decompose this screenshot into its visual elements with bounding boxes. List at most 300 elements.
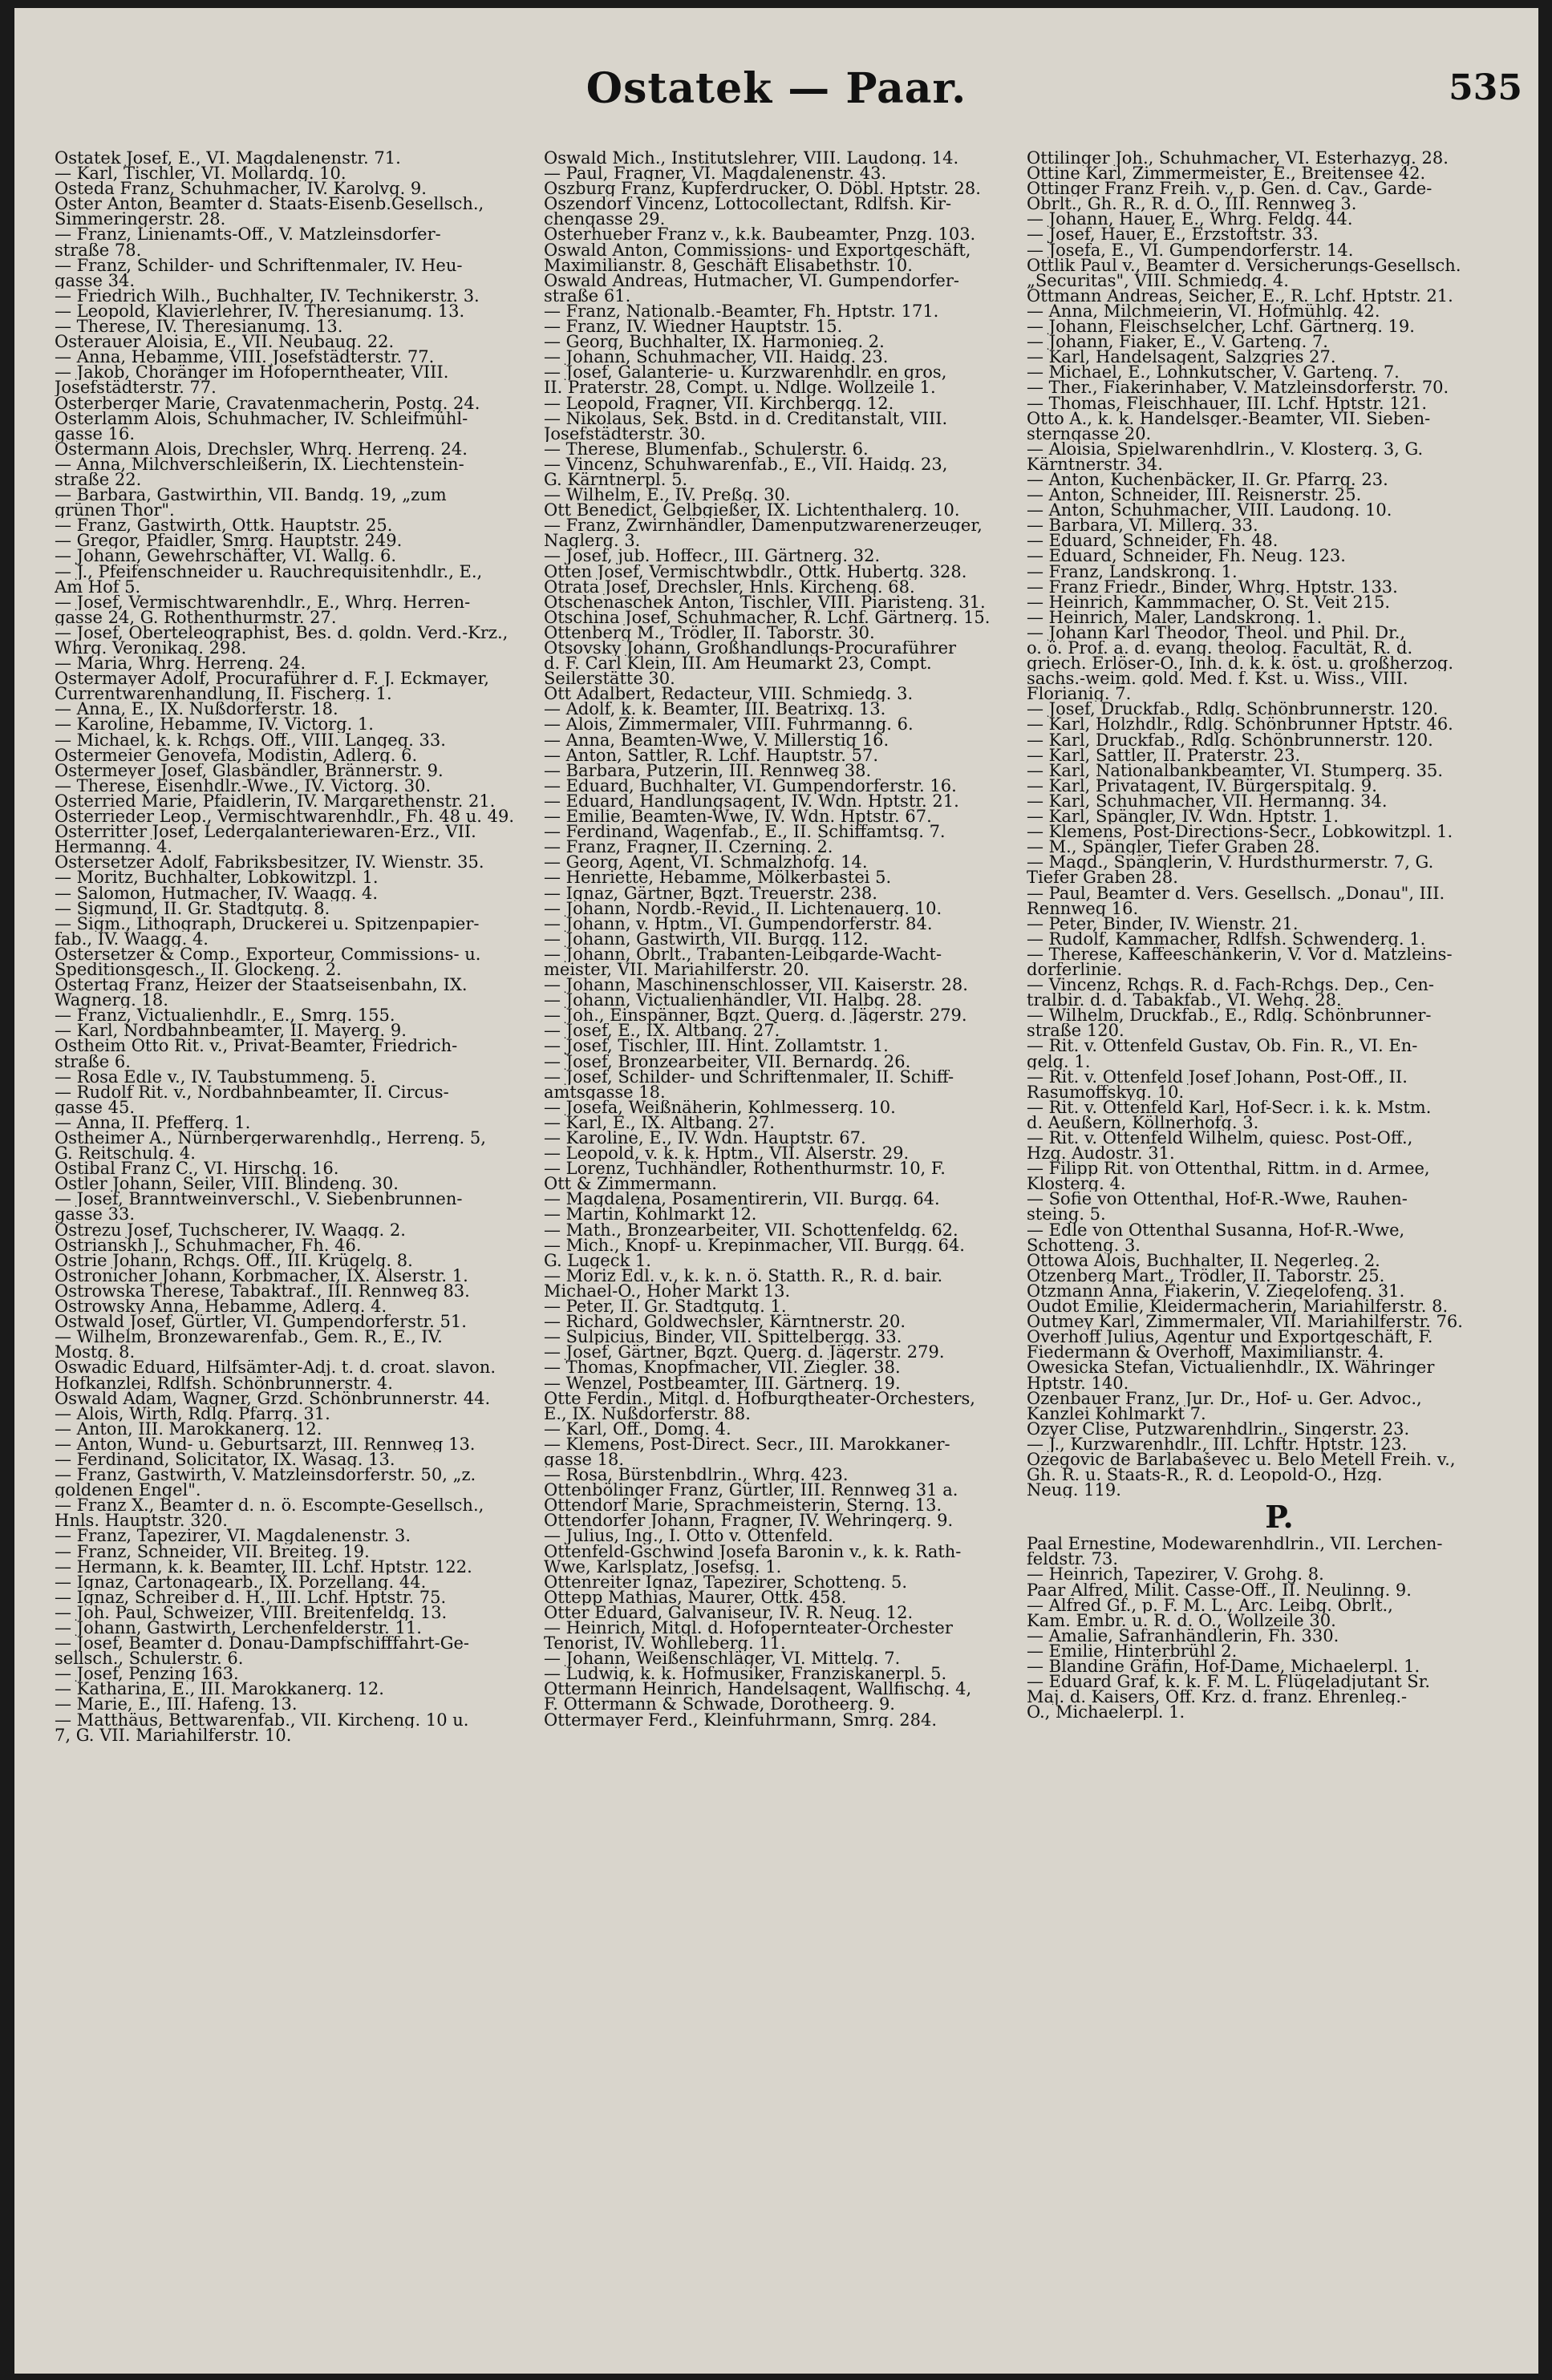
directory-entry-line: — Emilie, Hinterbrühl 2. xyxy=(1027,1643,1238,1659)
directory-entry-line: — Mich., Knopf- u. Krepinmacher, VII. Burgg. 64. xyxy=(544,1237,965,1253)
directory-entry-line: — Thomas, Knopfmacher, VII. Ziegler. 38. xyxy=(544,1360,901,1376)
directory-entry-line: — Karl, Holzhdlr., Rdlg. Schönbrunner Hptstr. 46. xyxy=(1027,717,1453,733)
directory-entry-line: Schotteng. 3. xyxy=(1027,1237,1141,1253)
directory-entry-line: — Anton, Schneider, III. Reisnerstr. 25. xyxy=(1027,488,1362,504)
directory-entry-line: — Therese, Kaffeeschänkerin, V. Vor d. Matzleins- xyxy=(1027,946,1453,962)
directory-entry-line: — Filipp Rit. von Ottenthal, Rittm. in d. Armee, xyxy=(1027,1161,1430,1177)
directory-entry-line: gasse 33. xyxy=(55,1207,136,1223)
directory-entry-line: Ostrowska Therese, Tabaktraf., III. Rennweg 83. xyxy=(55,1283,470,1300)
directory-entry-line: — Anna, II. Pfefferg. 1. xyxy=(55,1115,251,1131)
directory-entry-line: E., IX. Nußdorferstr. 88. xyxy=(544,1406,751,1422)
directory-entry-line: Gh. R. u. Staats-R., R. d. Leopold-O., Hzg. xyxy=(1027,1467,1383,1483)
directory-entry-line: — Nikolaus, Sek. Bstd. in d. Creditanstalt, VIII. xyxy=(544,411,948,427)
directory-entry-line: — Franz, Fragner, II. Czerning. 2. xyxy=(544,840,833,856)
directory-entry-line: Michael-O., Hoher Markt 13. xyxy=(544,1283,791,1300)
directory-entry-line: — Franz, Nationalb.-Beamter, Fh. Hptstr. 171. xyxy=(544,303,939,320)
directory-entry-line: — Math., Bronzearbeiter, VII. Schottenfeldg. 62. xyxy=(544,1222,958,1238)
directory-entry-line: — Johann, Weißenschläger, VI. Mittelg. 7. xyxy=(544,1651,901,1667)
directory-entry-line: Hofkanzlei, Rdlfsh. Schönbrunnerstr. 4. xyxy=(55,1375,393,1391)
directory-entry-line: G. Kärntnerpl. 5. xyxy=(544,472,688,488)
directory-entry-line: — Johann, Maschinenschlosser, VII. Kaiserstr. 28. xyxy=(544,978,968,994)
directory-entry-line: — Franz, Gastwirth, Ottk. Hauptstr. 25. xyxy=(55,518,393,534)
directory-entry-line: — Maria, Whrg. Herreng. 24. xyxy=(55,656,306,672)
directory-entry-line: — Emilie, Beamten-Wwe, IV. Wdn. Hptstr. 67. xyxy=(544,809,932,825)
directory-entry-line: Mostg. 8. xyxy=(55,1345,136,1361)
directory-entry-line: Ostermayer Adolf, Procuraführer d. F. J. Eckmayer, xyxy=(55,671,489,687)
directory-entry-line: o. ö. Prof. a. d. evang. theolog. Facultät, R. d. xyxy=(1027,641,1413,657)
directory-entry-line: Otsovsky Johann, Großhandlungs-Procuraführer xyxy=(544,641,957,657)
directory-entry-line: Osterritter Josef, Ledergalanteriewaren-Erz., VII. xyxy=(55,824,476,840)
directory-entry-line: — Barbara, Putzerin, III. Rennweg 38. xyxy=(544,763,872,779)
directory-entry-line: — Josef, Gärtner, Bgzt. Querg. d. Jägerstr. 279. xyxy=(544,1345,945,1361)
directory-entry-line: — Josef, E., IX. Altbang. 27. xyxy=(544,1023,780,1039)
directory-entry-line: — Josef, Beamter d. Donau-Dampfschifffahrt-Ge- xyxy=(55,1636,470,1652)
directory-entry-line: Neug. 119. xyxy=(1027,1483,1121,1499)
directory-entry-line: — Adolf, k. k. Beamter, III. Beatrixg. 13. xyxy=(544,702,886,718)
directory-entry-line: — Karl, Spängler, IV. Wdn. Hptstr. 1. xyxy=(1027,809,1339,825)
directory-entry-line: — Wilhelm, E., IV. Preßg. 30. xyxy=(544,488,791,504)
directory-entry-line: gelg. 1. xyxy=(1027,1054,1091,1070)
directory-entry-line: Ottlik Paul v., Beamter d. Versicherungs-Gesellsch. xyxy=(1027,257,1461,273)
directory-entry-line: — Josef, Hauer, E., Erzstoftstr. 33. xyxy=(1027,227,1319,243)
directory-entry-line: Osterberger Marie, Cravatenmacherin, Postg. 24. xyxy=(55,395,480,411)
directory-entry-line: — Josef, Bronzearbeiter, VII. Bernardg. 26. xyxy=(544,1054,911,1070)
directory-entry-line: fab., IV. Waagg. 4. xyxy=(55,931,209,947)
directory-entry-line: Ostermann Alois, Drechsler, Whrg. Herreng. 24. xyxy=(55,441,468,457)
directory-entry-line: — Franz, Landskrong. 1. xyxy=(1027,564,1238,580)
directory-entry-line: — Johann, Fiaker, E., V. Garteng. 7. xyxy=(1027,334,1328,350)
directory-entry-line: Ottendorf Marie, Sprachmeisterin, Sterng. 13. xyxy=(544,1498,942,1514)
directory-entry-line: — Josefa, E., VI. Gumpendorferstr. 14. xyxy=(1027,242,1354,258)
directory-entry-line: Speditionsgesch., II. Glockeng. 2. xyxy=(55,961,342,978)
directory-entry-line: Hnls. Hauptstr. 320. xyxy=(55,1513,228,1529)
directory-entry-line: grünen Thor". xyxy=(55,503,175,519)
column-3 xyxy=(1027,151,1532,2364)
directory-entry-line: — Franz, Schilder- und Schriftenmaler, IV. Heu- xyxy=(55,257,463,273)
directory-entry-line: Oswald Adam, Wagner, Grzd. Schönbrunnerstr. 44. xyxy=(55,1390,491,1407)
directory-entry-line: — Ignaz, Gärtner, Bgzt. Treuerstr. 238. xyxy=(544,885,877,901)
directory-entry-line: Wwe, Karlsplatz, Josefsg. 1. xyxy=(544,1559,782,1575)
directory-entry-line: — Johann, Gastwirth, Lerchenfelderstr. 11. xyxy=(55,1621,422,1637)
directory-entry-line: Oswadic Eduard, Hilfsämter-Adj. t. d. croat. slavon. xyxy=(55,1360,496,1376)
directory-entry-line: — J., Kurzwarenhdlr., III. Lchftr. Hptstr. 123. xyxy=(1027,1436,1408,1452)
directory-entry-line: Osterrieder Leop., Vermischtwarenhdlr., Fh. 48 u. 49. xyxy=(55,809,515,825)
directory-entry-line: — Georg, Buchhalter, IX. Harmonieg. 2. xyxy=(544,334,885,350)
directory-entry-line: — Josefa, Weißnäherin, Kohlmesserg. 10. xyxy=(544,1099,896,1115)
directory-entry-line: — Eduard, Schneider, Fh. 48. xyxy=(1027,533,1278,549)
directory-entry-line: Ostwald Josef, Gürtler, VI. Gumpendorferstr. 51. xyxy=(55,1314,467,1330)
directory-entry-line: Paal Ernestine, Modewarenhdlrin., VII. Lerchen- xyxy=(1027,1536,1443,1552)
directory-entry-line: — Klemens, Post-Direct. Secr., III. Marokkaner- xyxy=(544,1436,950,1452)
directory-entry-line: Klosterg. 4. xyxy=(1027,1176,1126,1192)
directory-entry-line: — Therese, IV. Theresianumg. 13. xyxy=(55,319,343,335)
directory-entry-line: — Rit. v. Ottenfeld Wilhelm, quiesc. Post-Off., xyxy=(1027,1131,1413,1147)
directory-entry-line: — Michael, E., Lohnkutscher, V. Garteng. 7. xyxy=(1027,365,1400,381)
directory-entry-line: — Blandine Gräfin, Hof-Dame, Michaelerpl. 1. xyxy=(1027,1659,1420,1675)
directory-entry-line: Otschina Josef, Schuhmacher, R. Lchf. Gärtnerg. 15. xyxy=(544,609,991,625)
directory-entry-line: Osterauer Aloisia, E., VII. Neubaug. 22. xyxy=(55,334,395,350)
directory-entry-line: — Josef, Galanterie- u. Kurzwarenhdlr. en gros, xyxy=(544,365,947,381)
directory-entry-line: — Moritz, Buchhalter, Lobkowitzpl. 1. xyxy=(55,870,379,886)
directory-entry-line: — Johann, v. Hptm., VI. Gumpendorferstr. 84. xyxy=(544,916,933,932)
directory-entry-line: Ottenbölinger Franz, Gürtler, III. Rennweg 31 a. xyxy=(544,1483,958,1499)
directory-entry-line: — Franz X., Beamter d. n. ö. Escompte-Gesellsch., xyxy=(55,1498,484,1514)
directory-entry-line: 7, G. VII. Mariahilferstr. 10. xyxy=(55,1727,292,1743)
directory-entry-line: Ostrie Johann, Rchgs. Off., III. Krügelg. 8. xyxy=(55,1253,413,1269)
directory-entry-line: — Vincenz, Rchgs. R. d. Fach-Rchgs. Dep., Cen- xyxy=(1027,978,1435,994)
directory-entry-line: — Gregor, Pfaidler, Smrg. Hauptstr. 249. xyxy=(55,533,403,549)
directory-entry-line: Osteda Franz, Schuhmacher, IV. Karolvg. 9. xyxy=(55,181,427,197)
directory-entry-line: Ozenbauer Franz, Jur. Dr., Hof- u. Ger. Advoc., xyxy=(1027,1390,1422,1407)
directory-entry-line: — Franz, Zwirnhändler, Damenputzwarenerzeuger, xyxy=(544,518,983,534)
directory-entry-line: — Barbara, Gastwirthin, VII. Bandg. 19, „zum xyxy=(55,488,447,504)
directory-entry-line: tralbir. d. d. Tabakfab., VI. Wehg. 28. xyxy=(1027,993,1342,1009)
directory-entry-line: Seilerstätte 30. xyxy=(544,671,675,687)
directory-entry-line: Florianig. 7. xyxy=(1027,686,1132,702)
directory-entry-line: — Leopold, Klavierlehrer, IV. Theresianumg. 13. xyxy=(55,303,465,320)
directory-entry-line: Ostrezu Josef, Tuchscherer, IV. Waagg. 2. xyxy=(55,1222,406,1238)
directory-entry-line: — Georg, Agent, VI. Schmalzhofg. 14. xyxy=(544,855,868,871)
directory-entry-line: — Johann, Gastwirth, VII. Burgg. 112. xyxy=(544,931,869,947)
directory-entry-line: F. Ottermann & Schwade, Dorotheerg. 9. xyxy=(544,1697,895,1713)
directory-entry-line: — Anton, Schuhmacher, VIII. Laudong. 10. xyxy=(1027,503,1392,519)
directory-entry-line: Oszendorf Vincenz, Lottocollectant, Rdlfsh. Kir- xyxy=(544,196,952,212)
directory-entry-line: Fiedermann & Overhoff, Maximilianstr. 4. xyxy=(1027,1345,1384,1361)
directory-entry-line: — Ludwig, k. k. Hofmusiker, Franziskanerpl. 5. xyxy=(544,1666,947,1682)
directory-entry-line: — Josef, jub. Hoffecr., III. Gärtnerg. 32. xyxy=(544,548,881,565)
directory-entry-line: Ottinger Franz Freih. v., p. Gen. d. Cav., Garde- xyxy=(1027,181,1432,197)
directory-entry-line: — Moriz Edl. v., k. k. n. ö. Statth. R., R. d. bair. xyxy=(544,1268,943,1284)
document-page xyxy=(14,8,1538,2374)
directory-entry-line: sellsch., Schulerstr. 6. xyxy=(55,1651,244,1667)
directory-entry-line: — Wilhelm, Druckfab., E., Rdlg. Schönbrunner- xyxy=(1027,1008,1432,1024)
directory-entry-line: Ostibal Franz C., VI. Hirschg. 16. xyxy=(55,1161,339,1177)
directory-entry-line: — Rudolf, Kammacher, Rdlfsh. Schwenderg. 1. xyxy=(1027,931,1426,947)
directory-entry-line: Josefstädterstr. 30. xyxy=(544,426,706,442)
directory-entry-line: — Edle von Ottenthal Susanna, Hof-R.-Wwe, xyxy=(1027,1222,1405,1238)
directory-entry-line: — Anton, Sattler, R. Lchf. Hauptstr. 57. xyxy=(544,747,879,763)
directory-entry-line: — Matthäus, Bettwarenfab., VII. Kircheng. 10 u. xyxy=(55,1712,469,1728)
directory-entry-line: Simmeringerstr. 28. xyxy=(55,212,226,228)
directory-entry-line: gasse 34. xyxy=(55,273,136,289)
directory-entry-line: — Therese, Blumenfab., Schulerstr. 6. xyxy=(544,441,869,457)
directory-entry-line: Osterlamm Alois, Schuhmacher, IV. Schleifmühl- xyxy=(55,411,468,427)
directory-entry-line: — Karl, Druckfab., Rdlg. Schönbrunnerstr. 120. xyxy=(1027,732,1433,748)
directory-entry-line: — Sulpicius, Binder, VII. Spittelbergg. 33. xyxy=(544,1330,902,1346)
directory-entry-line: — Johann, Gewehrschäfter, VI. Wallg. 6. xyxy=(55,548,397,565)
directory-entry-line: Oswald Andreas, Hutmacher, VI. Gumpendorfer- xyxy=(544,273,959,289)
directory-entry-line: Ottenberg M., Trödler, II. Taborstr. 30. xyxy=(544,625,875,641)
directory-entry-line: — Johann Karl Theodor, Theol. und Phil. Dr., xyxy=(1027,625,1406,641)
directory-entry-line: — Magdalena, Posamentirerin, VII. Burgg. 64. xyxy=(544,1192,940,1208)
directory-entry-line: — Franz, Linienamts-Off., V. Matzleinsdorfer- xyxy=(55,227,441,243)
directory-entry-line: — Karl, Sattler, II. Praterstr. 23. xyxy=(1027,747,1301,763)
directory-entry-line: Ottermayer Ferd., Kleinfuhrmann, Smrg. 284. xyxy=(544,1712,938,1728)
directory-entry-line: — Johann, Victualienhändler, VII. Halbg. 28. xyxy=(544,993,922,1009)
directory-entry-line: Ottilinger Joh., Schuhmacher, VI. Esterhazyg. 28. xyxy=(1027,151,1449,167)
directory-entry-line: — Henriette, Hebamme, Mölkerbastei 5. xyxy=(544,870,892,886)
directory-entry-line: Josefstädterstr. 77. xyxy=(55,380,217,396)
directory-entry-line: gasse 16. xyxy=(55,426,136,442)
directory-entry-line: — Josef, Vermischtwarenhdlr., E., Whrg. Herren- xyxy=(55,594,471,610)
directory-entry-line: Oszburg Franz, Kupferdrucker, O. Döbl. Hptstr. 28. xyxy=(544,181,981,197)
directory-entry-line: — Hermann, k. k. Beamter, III. Lchf. Hptstr. 122. xyxy=(55,1559,472,1575)
directory-entry-line: — Rosa Edle v., IV. Taubstummeng. 5. xyxy=(55,1069,376,1085)
directory-entry-line: Tiefer Graben 28. xyxy=(1027,870,1178,886)
directory-entry-line: Otzmann Anna, Fiakerin, V. Ziegelofeng. 31. xyxy=(1027,1283,1405,1300)
directory-entry-line: Otto A., k. k. Handelsger.-Beamter, VII. Sieben- xyxy=(1027,411,1431,427)
directory-entry-line: — Sigmund, II. Gr. Stadtgutg. 8. xyxy=(55,901,330,917)
directory-entry-line: Hptstr. 140. xyxy=(1027,1375,1129,1391)
directory-entry-line: O., Michaelerpl. 1. xyxy=(1027,1705,1185,1721)
directory-entry-line: — Anton, Kuchenbäcker, II. Gr. Pfarrg. 23. xyxy=(1027,472,1388,488)
directory-entry-line: Osterried Marie, Pfaidlerin, IV. Margarethenstr. 21. xyxy=(55,793,496,810)
directory-entry-line: Ostronicher Johann, Korbmacher, IX. Alserstr. 1. xyxy=(55,1268,468,1284)
directory-entry-line: — Anna, Beamten-Wwe, V. Millerstig 16. xyxy=(544,732,889,748)
directory-entry-line: — Martin, Kohlmarkt 12. xyxy=(544,1207,757,1223)
directory-entry-line: — Ferdinand, Wagenfab., E., II. Schiffamtsg. 7. xyxy=(544,824,946,840)
directory-entry-line: — Vincenz, Schuhwarenfab., E., VII. Haidg. 23, xyxy=(544,456,948,472)
directory-entry-line: meister, VII. Mariahilferstr. 20. xyxy=(544,961,810,978)
directory-entry-line: Otte Ferdin., Mitgl. d. Hofburgtheater-Orchesters, xyxy=(544,1390,975,1407)
directory-entry-line: Ottowa Alois, Buchhalter, II. Negerleg. 2. xyxy=(1027,1253,1380,1269)
directory-entry-line: G. Reitschulg. 4. xyxy=(55,1146,196,1162)
directory-entry-line: — Eduard Graf, k. k. F. M. L. Flügeladjutant Sr. xyxy=(1027,1674,1431,1690)
directory-entry-line: — Josef, Schilder- und Schriftenmaler, II. Schiff- xyxy=(544,1069,954,1085)
directory-entry-line: — Karl, Nordbahnbeamter, II. Mayerg. 9. xyxy=(55,1023,407,1039)
directory-entry-line: — Aloisia, Spielwarenhdlrin., V. Klosterg. 3, G. xyxy=(1027,441,1424,457)
directory-entry-line: II. Praterstr. 28, Compt. u. Ndlge. Wollzeile 1. xyxy=(544,380,936,396)
directory-entry-line: — Heinrich, Tapezirer, V. Grohg. 8. xyxy=(1027,1567,1324,1583)
directory-entry-line: — Anton, Wund- u. Geburtsarzt, III. Rennweg 13. xyxy=(55,1436,476,1452)
directory-entry-line: Ostermeyer Josef, Glasbändler, Brännerstr. 9. xyxy=(55,763,444,779)
directory-entry-line: — Anna, Hebamme, VIII. Josefstädterstr. 77. xyxy=(55,350,435,366)
directory-entry-line: — Anna, E., IX. Nußdorferstr. 18. xyxy=(55,702,338,718)
directory-entry-line: — Leopold, v. k. k. Hptm., VII. Alserstr. 29. xyxy=(544,1146,910,1162)
directory-entry-line: — Karl, Privatagent, IV. Bürgerspitalg. 9. xyxy=(1027,778,1377,794)
directory-entry-line: Kam. Embr. u. R. d. O., Wollzeile 30. xyxy=(1027,1613,1336,1629)
directory-entry-line: Ottmann Andreas, Seicher, E., R. Lchf. Hptstr. 21. xyxy=(1027,288,1453,304)
directory-entry-line: amtsgasse 18. xyxy=(544,1084,666,1100)
directory-entry-line: Ott Adalbert, Redacteur, VIII. Schmiedg. 3. xyxy=(544,686,914,702)
directory-entry-line: — Friedrich Wilh., Buchhalter, IV. Technikerstr. 3. xyxy=(55,288,480,304)
directory-entry-line: Ozyer Clise, Putzwarenhdlrin., Singerstr. 23. xyxy=(1027,1421,1410,1437)
section-letter-heading: P. xyxy=(1265,1499,1294,1536)
directory-entry-line: — Karl, Tischler, VI. Mollardg. 10. xyxy=(55,166,346,182)
directory-entry-line: — Ferdinand, Solicitator, IX. Wasag. 13. xyxy=(55,1451,395,1468)
directory-entry-line: d. Aeußern, Köllnerhofg. 3. xyxy=(1027,1115,1259,1131)
directory-entry-line: chengasse 29. xyxy=(544,212,666,228)
directory-entry-line: — Klemens, Post-Directions-Secr., Lobkowitzpl. 1. xyxy=(1027,824,1453,840)
directory-entry-line: — Eduard, Schneider, Fh. Neug. 123. xyxy=(1027,548,1346,565)
directory-entry-line: Ostler Johann, Seiler, VIII. Blindeng. 30. xyxy=(55,1176,399,1192)
directory-entry-line: Ostertag Franz, Heizer der Staatseisenbahn, IX. xyxy=(55,978,468,994)
directory-entry-line: — Wenzel, Postbeamter, III. Gärtnerg. 19. xyxy=(544,1375,901,1391)
directory-entry-line: Osterhueber Franz v., k.k. Baubeamter, Pnzg. 103. xyxy=(544,227,976,243)
directory-entry-line: Ott & Zimmermann. xyxy=(544,1176,717,1192)
directory-entry-line: straße 22. xyxy=(55,472,142,488)
directory-entry-line: Ott Benedict, Gelbgießer, IX. Lichtenthalerg. 10. xyxy=(544,503,960,519)
directory-entry-line: — Wilhelm, Bronzewarenfab., Gem. R., E., IV. xyxy=(55,1330,443,1346)
directory-entry-line: Hzg. Audostr. 31. xyxy=(1027,1146,1175,1162)
directory-entry-line: — Eduard, Buchhalter, VI. Gumpendorferstr. 16. xyxy=(544,778,957,794)
directory-entry-line: — J., Pfeifenschneider u. Rauchrequisitenhdlr., E., xyxy=(55,564,483,580)
directory-entry-line: — Sofie von Ottenthal, Hof-R.-Wwe, Rauhen- xyxy=(1027,1192,1408,1208)
directory-entry-line: goldenen Engel". xyxy=(55,1483,201,1499)
directory-entry-line: — Franz, Schneider, VII. Breiteg. 19. xyxy=(55,1544,370,1560)
directory-entry-line: griech. Erlöser-O., Inh. d. k. k. öst. u. großherzog. xyxy=(1027,656,1454,672)
directory-entry-line: — Julius, Ing., I. Otto v. Ottenfeld. xyxy=(544,1528,833,1544)
directory-entry-line: — Josef, Druckfab., Rdlg. Schönbrunnerstr. 120. xyxy=(1027,702,1439,718)
directory-entry-line: Rasumoffskyg. 10. xyxy=(1027,1084,1185,1100)
directory-entry-line: Ostermeier Genovefa, Modistin, Adlerg. 6. xyxy=(55,747,418,763)
directory-entry-line: — Ther., Fiakerinhaber, V. Matzleinsdorferstr. 70. xyxy=(1027,380,1449,396)
directory-entry-line: — Karl, Off., Domg. 4. xyxy=(544,1421,731,1437)
directory-entry-line: Otten Josef, Vermischtwbdlr., Ottk. Hubertg. 328. xyxy=(544,564,967,580)
directory-entry-line: Otter Eduard, Galvaniseur, IV. R. Neug. 12. xyxy=(544,1605,914,1621)
directory-entry-line: — Josef, Oberteleographist, Bes. d. goldn. Verd.-Krz., xyxy=(55,625,509,641)
directory-entry-line: Oudot Emilie, Kleidermacherin, Mariahilferstr. 8. xyxy=(1027,1299,1449,1315)
directory-entry-line: Ostersetzer & Comp., Exporteur, Commissions- u. xyxy=(55,946,481,962)
directory-entry-line: Oster Anton, Beamter d. Staats-Eisenb.Gesellsch., xyxy=(55,196,484,212)
directory-entry-line: — Joh., Einspänner, Bgzt. Querg. d. Jägerstr. 279. xyxy=(544,1008,967,1024)
directory-entry-line: — Heinrich, Kammmacher, O. St. Veit 215. xyxy=(1027,594,1391,610)
directory-entry-line: — Marie, E., III. Hafeng. 13. xyxy=(55,1697,298,1713)
directory-entry-line: Wagnerg. 18. xyxy=(55,993,168,1009)
directory-entry-line: — Barbara, VI. Millerg. 33. xyxy=(1027,518,1258,534)
directory-entry-line: — Johann, Nordb.-Revid., II. Lichtenauerg. 10. xyxy=(544,901,942,917)
directory-entry-line: — Johann, Schuhmacher, VII. Haidg. 23. xyxy=(544,350,889,366)
directory-entry-line: Ottine Karl, Zimmermeister, E., Breitensee 42. xyxy=(1027,166,1426,182)
directory-entry-line: — Rosa, Bürstenbdlrin., Whrg. 423. xyxy=(544,1467,849,1483)
directory-entry-line: straße 78. xyxy=(55,242,142,258)
page-number: 535 xyxy=(1449,67,1522,108)
directory-entry-line: gasse 45. xyxy=(55,1099,136,1115)
directory-entry-line: Oswald Anton, Commissions- und Exportgeschäft, xyxy=(544,242,971,258)
directory-entry-line: — Anna, Milchverschleißerin, IX. Liechtenstein- xyxy=(55,456,464,472)
directory-entry-line: Obrlt., Gh. R., R. d. O., III. Rennweg 3. xyxy=(1027,196,1357,212)
directory-entry-line: — Peter, Binder, IV. Wienstr. 21. xyxy=(1027,916,1299,932)
directory-entry-line: Outmey Karl, Zimmermaler, VII. Mariahilferstr. 76. xyxy=(1027,1314,1463,1330)
column-2 xyxy=(544,151,1025,2364)
directory-entry-line: — Karl, Nationalbankbeamter, VI. Stumperg. 35. xyxy=(1027,763,1444,779)
directory-entry-line: — Thomas, Fleischhauer, III. Lchf. Hptstr. 121. xyxy=(1027,395,1428,411)
directory-entry-line: — Johann, Obrlt., Trabanten-Leibgarde-Wacht- xyxy=(544,946,942,962)
directory-entry-line: Kanzlei Kohlmarkt 7. xyxy=(1027,1406,1206,1422)
directory-entry-line: Oswald Mich., Institutslehrer, VIII. Laudong. 14. xyxy=(544,151,959,167)
directory-entry-line: Ostheimer A., Nürnbergerwarenhdlg., Herreng. 5, xyxy=(55,1131,486,1147)
directory-entry-line: dorferlinie. xyxy=(1027,961,1123,978)
directory-entry-line: — Ignaz, Cartonagearb., IX. Porzellang. 44. xyxy=(55,1574,427,1590)
directory-entry-line: Ottepp Mathias, Maurer, Ottk. 458. xyxy=(544,1589,847,1605)
directory-entry-line: Otschenaschek Anton, Tischler, VIII. Piaristeng. 31. xyxy=(544,594,986,610)
directory-entry-line: — Johann, Fleischselcher, Lchf. Gärtnerg. 19. xyxy=(1027,319,1415,335)
directory-entry-line: G. Lugeck 1. xyxy=(544,1253,651,1269)
directory-entry-line: — Ignaz, Schreiber d. H., III. Lchf. Hptstr. 75. xyxy=(55,1589,447,1605)
directory-entry-line: — Michael, k. k. Rchgs. Off., VIII. Langeg. 33. xyxy=(55,732,446,748)
directory-entry-line: — Paul, Beamter d. Vers. Gesellsch. „Donau", III. xyxy=(1027,885,1445,901)
page-header xyxy=(14,64,1538,120)
directory-entry-line: Maj. d. Kaisers, Off. Krz. d. franz. Ehrenleg.- xyxy=(1027,1690,1408,1706)
directory-entry-line: Whrg. Veronikag. 298. xyxy=(55,641,247,657)
directory-entry-line: — Katharina, E., III. Marokkanerg. 12. xyxy=(55,1682,384,1698)
directory-entry-line: — Anton, III. Marokkanerg. 12. xyxy=(55,1421,322,1437)
directory-entry-line: Rennweg 16. xyxy=(1027,901,1139,917)
directory-entry-line: Ozegovic de Barlabaševec u. Belo Metell Freih. v., xyxy=(1027,1451,1456,1468)
directory-entry-line: Ottermann Heinrich, Handelsagent, Wallfischg. 4, xyxy=(544,1682,972,1698)
directory-entry-line: gasse 24, G. Rothenthurmstr. 27. xyxy=(55,609,337,625)
directory-entry-line: — Josef, Branntweinverschl., V. Siebenbrunnen- xyxy=(55,1192,463,1208)
directory-entry-line: — Karl, Handelsagent, Salzgries 27. xyxy=(1027,350,1336,366)
directory-entry-line: straße 61. xyxy=(544,288,631,304)
directory-entry-line: straße 120. xyxy=(1027,1023,1124,1039)
directory-entry-line: Overhoff Julius, Agentur und Exportgeschäft, F. xyxy=(1027,1330,1433,1346)
directory-entry-line: — Eduard, Handlungsagent, IV. Wdn. Hptstr. 21. xyxy=(544,793,959,810)
directory-entry-line: — Richard, Goldwechsler, Kärntnerstr. 20. xyxy=(544,1314,906,1330)
directory-entry-line: — Franz, Tapezirer, VI. Magdalenenstr. 3. xyxy=(55,1528,411,1544)
directory-entry-line: — Karoline, E., IV. Wdn. Hauptstr. 67. xyxy=(544,1131,866,1147)
directory-entry-line: — Lorenz, Tuchhändler, Rothenthurmstr. 10, F. xyxy=(544,1161,946,1177)
directory-entry-line: gasse 18. xyxy=(544,1451,625,1468)
directory-entry-line: Hermanng. 4. xyxy=(55,840,173,856)
directory-entry-line: feldstr. 73. xyxy=(1027,1552,1119,1568)
directory-entry-line: — Josef, Tischler, III. Hint. Zollamtstr. 1. xyxy=(544,1038,889,1054)
column-1 xyxy=(55,151,544,2364)
directory-entry-line: Ostrianskh J., Schuhmacher, Fh. 46. xyxy=(55,1237,362,1253)
directory-entry-line: Currentwarenhandlung, II. Fischerg. 1. xyxy=(55,686,392,702)
directory-entry-line: „Securitas", VIII. Schmiedg. 4. xyxy=(1027,273,1289,289)
directory-entry-line: — Sigm., Lithograph, Druckerei u. Spitzenpapier- xyxy=(55,916,480,932)
directory-entry-line: — Heinrich, Maler, Landskrong. 1. xyxy=(1027,609,1323,625)
directory-entry-line: — Leopold, Fragner, VII. Kirchbergg. 12. xyxy=(544,395,894,411)
directory-entry-line: steing. 5. xyxy=(1027,1207,1106,1223)
directory-entry-line: sachs.-weim. gold. Med. f. Kst. u. Wiss., VIII. xyxy=(1027,671,1408,687)
directory-entry-line: Ostatek Josef, E., VI. Magdalenenstr. 71. xyxy=(55,151,401,167)
directory-entry-line: — Magd., Spänglerin, V. Hurdsthurmerstr. 7, G. xyxy=(1027,855,1434,871)
directory-entry-line: Maximilianstr. 8, Geschäft Elisabethstr. 10. xyxy=(544,257,913,273)
directory-entry-line: — Rudolf Rit. v., Nordbahnbeamter, II. Circus- xyxy=(55,1084,449,1100)
directory-entry-line: — Rit. v. Ottenfeld Karl, Hof-Secr. i. k. k. Mstm. xyxy=(1027,1099,1432,1115)
directory-entry-line: Am Hof 5. xyxy=(55,579,141,595)
directory-entry-line: Ostersetzer Adolf, Fabriksbesitzer, IV. Wienstr. 35. xyxy=(55,855,484,871)
directory-entry-line: — Salomon, Hutmacher, IV. Waagg. 4. xyxy=(55,885,379,901)
directory-entry-line: — Franz Friedr., Binder, Whrg. Hptstr. 133. xyxy=(1027,579,1398,595)
directory-entry-line: — Josef, Penzing 163. xyxy=(55,1666,239,1682)
directory-entry-line: Paar Alfred, Milit. Casse-Off., II. Neulinng. 9. xyxy=(1027,1582,1412,1598)
directory-entry-line: Ottendorfer Johann, Fragner, IV. Wehringerg. 9. xyxy=(544,1513,954,1529)
directory-entry-line: Ottenfeld-Gschwind Josefa Baronin v., k. k. Rath- xyxy=(544,1544,962,1560)
directory-entry-line: — Peter, II. Gr. Stadtgutg. 1. xyxy=(544,1299,787,1315)
directory-entry-line: straße 6. xyxy=(55,1054,131,1070)
directory-entry-line: Tenorist, IV. Wohlleberg. 11. xyxy=(544,1636,786,1652)
directory-entry-line: — Karoline, Hebamme, IV. Victorg. 1. xyxy=(55,717,374,733)
directory-entry-line: Otrata Josef, Drechsler, Hnls. Kircheng. 68. xyxy=(544,579,915,595)
directory-entry-line: d. F. Carl Klein, III. Am Heumarkt 23, Compt. xyxy=(544,656,932,672)
directory-entry-line: — Johann, Hauer, E., Whrg. Feldg. 44. xyxy=(1027,212,1353,228)
directory-entry-line: Ostrowsky Anna, Hebamme, Adlerg. 4. xyxy=(55,1299,387,1315)
directory-entry-line: — Alois, Zimmermaler, VIII. Fuhrmanng. 6. xyxy=(544,717,914,733)
directory-entry-line: — Amalie, Safranhändlerin, Fh. 330. xyxy=(1027,1628,1339,1644)
directory-entry-line: — Franz, Gastwirth, V. Matzleinsdorferstr. 50, „z. xyxy=(55,1467,476,1483)
directory-entry-line: — Paul, Fragner, VI. Magdalenenstr. 43. xyxy=(544,166,887,182)
directory-entry-line: Otzenberg Mart., Trödler, II. Taborstr. 25. xyxy=(1027,1268,1385,1284)
directory-entry-line: — Karl, Schuhmacher, VII. Hermanng. 34. xyxy=(1027,793,1388,810)
directory-entry-line: — Joh. Paul, Schweizer, VIII. Breitenfeldg. 13. xyxy=(55,1605,448,1621)
directory-entry-line: Kärntnerstr. 34. xyxy=(1027,456,1163,472)
running-head: Ostatek — Paar. xyxy=(586,64,967,113)
directory-entry-line: — M., Spängler, Tiefer Graben 28. xyxy=(1027,840,1320,856)
directory-entry-line: Naglerg. 3. xyxy=(544,533,641,549)
